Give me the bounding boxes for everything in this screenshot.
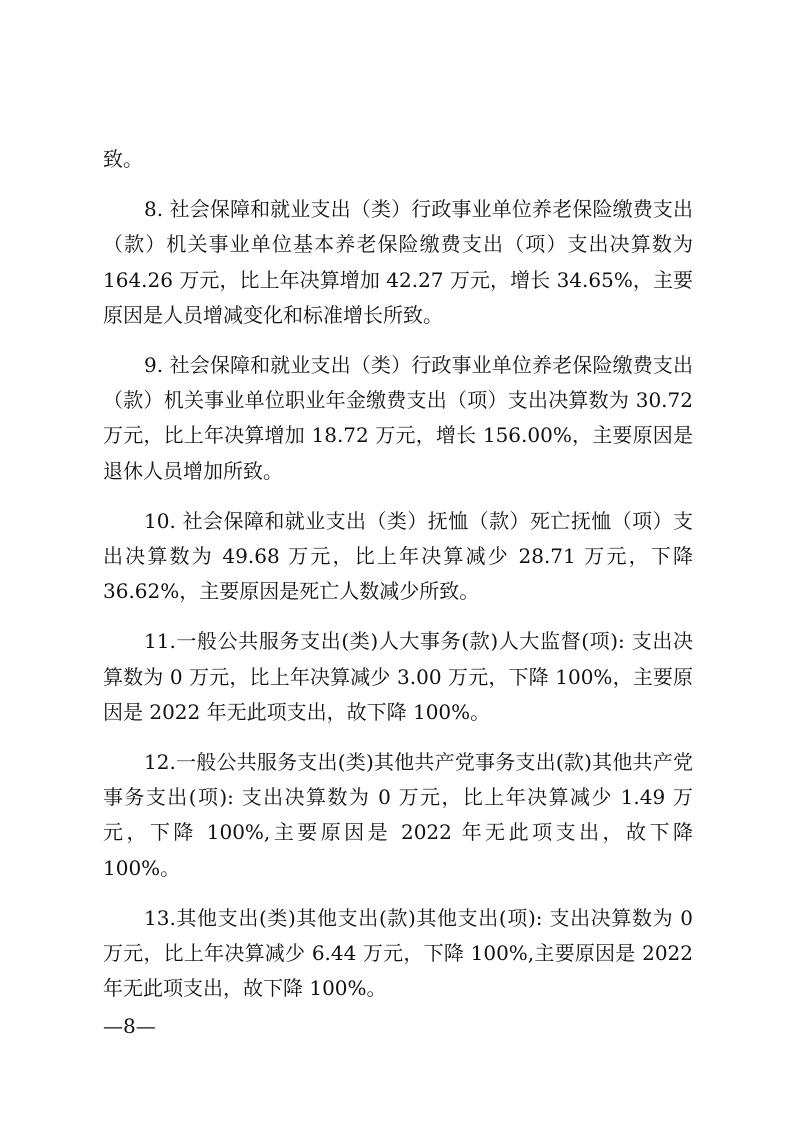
paragraph-item-9: 9. 社会保障和就业支出（类）行政事业单位养老保险缴费支出（款）机关事业单位职业年金缴费支出（项）支出决算数为 30.72 万元，比上年决算增加 18.72 万元，增长 156.00%，主要原因是退休人员增加所致。 <box>103 353 693 483</box>
body-text <box>103 142 693 1006</box>
paragraph-continuation: 致。 <box>103 147 143 171</box>
paragraph-item-11: 11.一般公共服务支出(类)人大事务(款)人大监督(项): 支出决算数为 0 万元，比上年决算减少 3.00 万元，下降 100%，主要原因是 2022 年无此项支出，故下降 100%。 <box>103 629 693 724</box>
paragraph-item-10: 10. 社会保障和就业支出（类）抚恤（款）死亡抚恤（项）支出决算数为 49.68 万元，比上年决算减少 28.71 万元，下降 36.62%，主要原因是死亡人数减少所致。 <box>103 508 693 604</box>
paragraph-item-13: 13.其他支出(类)其他支出(款)其他支出(项): 支出决算数为 0 万元，比上年决算减少 6.44 万元，下降 100%,主要原因是 2022 年无此项支出，故下降 100%。 <box>103 905 693 1001</box>
paragraph-item-12: 12.一般公共服务支出(类)其他共产党事务支出(款)其他共产党事务支出(项): 支出决算数为 0 万元，比上年决算减少 1.49 万元，下降 100%,主要原因是 2022 年无此项支出，故下降 100%。 <box>103 750 693 880</box>
page-number: —8— <box>103 1014 156 1038</box>
paragraph-item-8: 8. 社会保障和就业支出（类）行政事业单位养老保险缴费支出（款）机关事业单位基本养老保险缴费支出（项）支出决算数为 164.26 万元，比上年决算增加 42.27 万元，增长 34.65%，主要原因是人员增减变化和标准增长所致。 <box>103 197 693 327</box>
